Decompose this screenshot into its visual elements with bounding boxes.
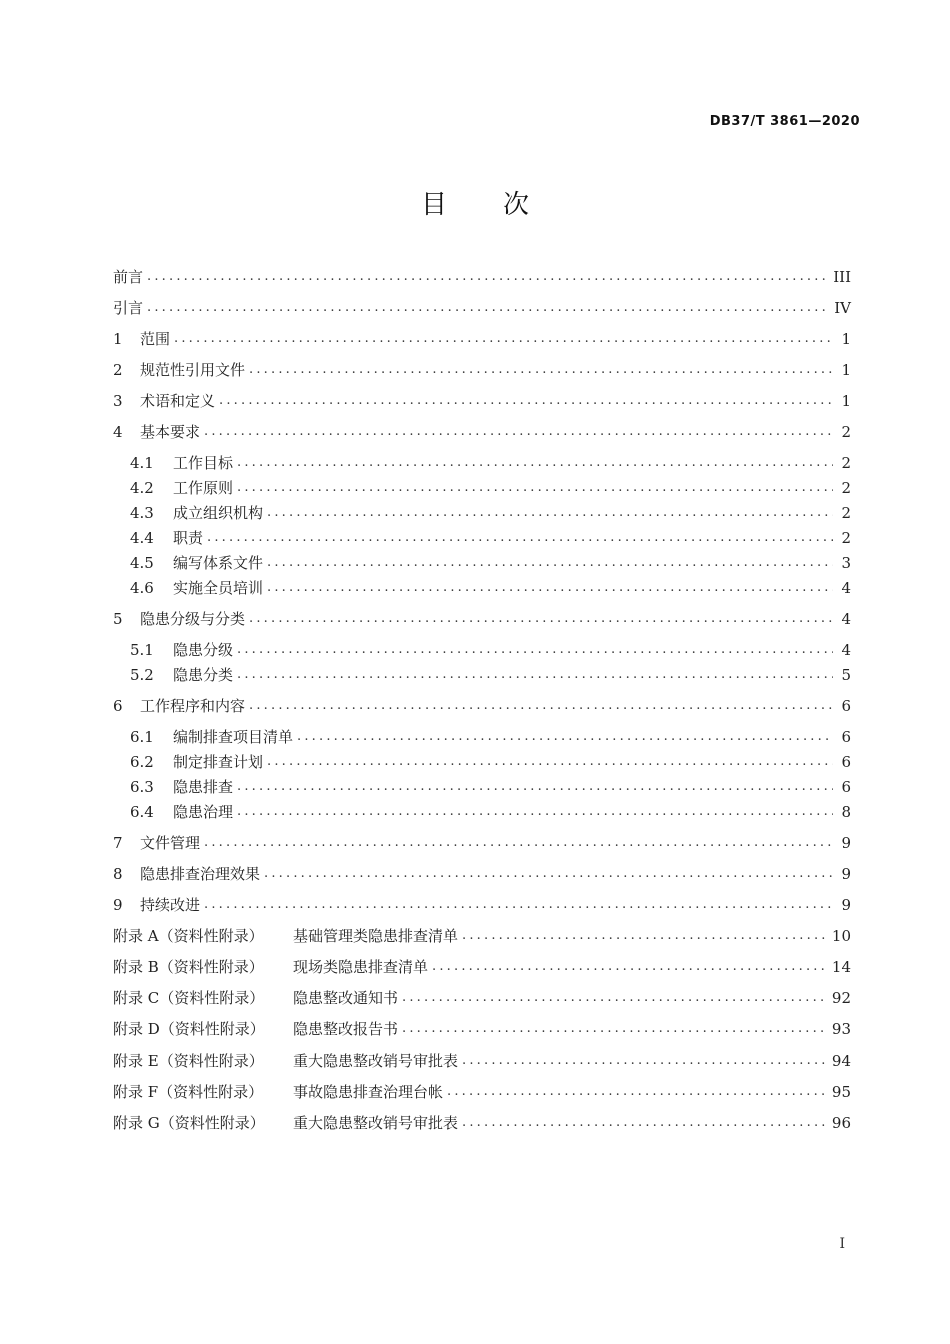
toc-entry-title: 隐患分级 <box>173 641 234 659</box>
toc-entry-6-4[interactable] <box>130 801 851 823</box>
toc-entry-number: 附录 E（资料性附录） <box>113 1052 264 1070</box>
dot-leader <box>432 956 828 978</box>
toc-entry-title: 事故隐患排查治理台帐 <box>293 1083 444 1101</box>
toc-entry-7[interactable] <box>113 832 851 854</box>
toc-entry-4-5[interactable] <box>130 552 851 574</box>
toc-entry-5-2[interactable] <box>130 664 851 686</box>
toc-entry-title: 基础管理类隐患排查清单 <box>293 927 459 945</box>
toc-entry-4-1[interactable] <box>130 452 851 474</box>
dot-leader <box>237 477 833 499</box>
toc-entry-number: 4 <box>113 423 123 441</box>
toc-entry-appendix-f[interactable] <box>113 1081 851 1103</box>
dot-leader <box>402 987 828 1009</box>
toc-entry-page: 4 <box>841 641 851 659</box>
dot-leader <box>297 726 833 748</box>
dot-leader <box>147 266 829 288</box>
toc-entry-title: 隐患整改报告书 <box>293 1020 399 1038</box>
toc-entry-3[interactable] <box>113 390 851 412</box>
dot-leader <box>237 801 833 823</box>
toc-entry-title: 隐患排查治理效果 <box>140 865 261 883</box>
dot-leader <box>249 608 833 630</box>
toc-entry-appendix-b[interactable] <box>113 956 851 978</box>
toc-entry-page: 5 <box>841 666 851 684</box>
toc-entry-4[interactable] <box>113 421 851 443</box>
toc-entry-number: 附录 A（资料性附录） <box>113 927 264 945</box>
toc-entry-title: 范围 <box>140 330 171 348</box>
toc-entry-title: 实施全员培训 <box>173 579 264 597</box>
dot-leader <box>219 390 833 412</box>
toc-entry-title: 前言 <box>113 268 144 286</box>
page-title: 目次 <box>420 190 585 220</box>
toc-entry-1[interactable] <box>113 328 851 350</box>
toc-entry-title: 工作原则 <box>173 479 234 497</box>
toc-entry-title: 制定排查计划 <box>173 753 264 771</box>
toc-entry-number: 6.3 <box>130 778 154 796</box>
toc-entry-title: 术语和定义 <box>140 392 216 410</box>
toc-entry-title: 成立组织机构 <box>173 504 264 522</box>
toc-entry-foreword[interactable] <box>113 266 851 288</box>
toc-entry-title: 持续改进 <box>140 896 201 914</box>
dot-leader <box>267 552 833 574</box>
dot-leader <box>402 1018 828 1040</box>
dot-leader <box>237 452 833 474</box>
toc-entry-6-2[interactable] <box>130 751 851 773</box>
dot-leader <box>237 776 833 798</box>
dot-leader <box>267 751 833 773</box>
toc-entry-page: 95 <box>831 1083 851 1101</box>
toc-entry-title: 规范性引用文件 <box>140 361 246 379</box>
dot-leader <box>267 577 833 599</box>
toc-entry-5[interactable] <box>113 608 851 630</box>
toc-entry-number: 附录 F（资料性附录） <box>113 1083 264 1101</box>
toc-entry-page: 6 <box>841 753 851 771</box>
toc-entry-number: 3 <box>113 392 123 410</box>
toc-entry-title: 隐患分级与分类 <box>140 610 246 628</box>
toc-entry-4-6[interactable] <box>130 577 851 599</box>
dot-leader <box>147 297 830 319</box>
toc-entry-4-4[interactable] <box>130 527 851 549</box>
toc-entry-number: 4.6 <box>130 579 154 597</box>
toc-entry-title: 隐患治理 <box>173 803 234 821</box>
toc-entry-number: 8 <box>113 865 123 883</box>
toc-entry-number: 4.2 <box>130 479 154 497</box>
toc-entry-title: 工作目标 <box>173 454 234 472</box>
toc-entry-page: 2 <box>841 423 851 441</box>
toc-entry-appendix-d[interactable] <box>113 1018 851 1040</box>
toc-entry-title: 引言 <box>113 299 144 317</box>
toc-entry-6-3[interactable] <box>130 776 851 798</box>
toc-entry-6-1[interactable] <box>130 726 851 748</box>
toc-entry-page: 9 <box>841 865 851 883</box>
toc-entry-5-1[interactable] <box>130 639 851 661</box>
toc-entry-page: 3 <box>841 554 851 572</box>
toc-entry-title: 重大隐患整改销号审批表 <box>293 1114 459 1132</box>
toc-entry-page: 1 <box>841 330 851 348</box>
toc-entry-title: 隐患排查 <box>173 778 234 796</box>
toc-entry-8[interactable] <box>113 863 851 885</box>
toc-entry-page: 9 <box>841 896 851 914</box>
toc-entry-number: 6.1 <box>130 728 154 746</box>
toc-entry-4-2[interactable] <box>130 477 851 499</box>
toc-entry-page: 2 <box>841 504 851 522</box>
dot-leader <box>447 1081 828 1103</box>
dot-leader <box>237 664 833 686</box>
toc-entry-page: 93 <box>831 1020 851 1038</box>
dot-leader <box>204 421 833 443</box>
standard-code: DB37/T 3861—2020 <box>709 114 860 129</box>
dot-leader <box>267 502 833 524</box>
toc-entry-page: 4 <box>841 579 851 597</box>
dot-leader <box>249 695 833 717</box>
toc-entry-number: 7 <box>113 834 123 852</box>
toc-entry-number: 4.1 <box>130 454 154 472</box>
toc-entry-number: 9 <box>113 896 123 914</box>
toc-entry-number: 5.1 <box>130 641 154 659</box>
toc-entry-page: 9 <box>841 834 851 852</box>
dot-leader <box>204 832 833 854</box>
toc-entry-page: 92 <box>831 989 851 1007</box>
toc-entry-page: 1 <box>841 361 851 379</box>
dot-leader <box>264 863 833 885</box>
toc-entry-introduction[interactable] <box>113 297 851 319</box>
toc-entry-number: 4.3 <box>130 504 154 522</box>
dot-leader <box>207 527 833 549</box>
toc-entry-page: 6 <box>841 728 851 746</box>
toc-entry-number: 1 <box>113 330 123 348</box>
toc-entry-4-3[interactable] <box>130 502 851 524</box>
toc-entry-title: 文件管理 <box>140 834 201 852</box>
toc-entry-number: 附录 D（资料性附录） <box>113 1020 265 1038</box>
toc-entry-number: 4.5 <box>130 554 154 572</box>
toc-entry-page: 2 <box>841 479 851 497</box>
toc-entry-number: 6.4 <box>130 803 154 821</box>
toc-entry-number: 4.4 <box>130 529 154 547</box>
toc-entry-title: 隐患分类 <box>173 666 234 684</box>
toc-entry-appendix-e[interactable] <box>113 1050 851 1072</box>
toc-entry-page: IV <box>834 299 851 317</box>
toc-entry-page: 4 <box>841 610 851 628</box>
dot-leader <box>204 894 833 916</box>
toc-entry-number: 6.2 <box>130 753 154 771</box>
toc-entry-number: 附录 G（资料性附录） <box>113 1114 265 1132</box>
toc-entry-title: 现场类隐患排查清单 <box>293 958 429 976</box>
toc-entry-title: 编制排查项目清单 <box>173 728 294 746</box>
toc-entry-page: 6 <box>841 697 851 715</box>
toc-entry-number: 5 <box>113 610 123 628</box>
toc-entry-page: 10 <box>831 927 851 945</box>
toc-entry-page: 8 <box>841 803 851 821</box>
toc-entry-appendix-g[interactable] <box>113 1112 851 1134</box>
toc-entry-page: 94 <box>831 1052 851 1070</box>
footer-page-number: I <box>839 1236 845 1252</box>
dot-leader <box>249 359 833 381</box>
toc-entry-9[interactable] <box>113 894 851 916</box>
toc-entry-number: 5.2 <box>130 666 154 684</box>
toc-entry-2[interactable] <box>113 359 851 381</box>
toc-entry-number: 2 <box>113 361 123 379</box>
toc-entry-page: 1 <box>841 392 851 410</box>
dot-leader <box>174 328 833 350</box>
dot-leader <box>462 1112 828 1134</box>
toc-entry-page: 96 <box>831 1114 851 1132</box>
toc-entry-number: 附录 C（资料性附录） <box>113 989 265 1007</box>
toc-entry-page: 2 <box>841 529 851 547</box>
toc-entry-title: 重大隐患整改销号审批表 <box>293 1052 459 1070</box>
toc-entry-title: 基本要求 <box>140 423 201 441</box>
toc-entry-appendix-a[interactable] <box>113 925 851 947</box>
toc-entry-title: 隐患整改通知书 <box>293 989 399 1007</box>
toc-entry-page: III <box>833 268 851 286</box>
toc-entry-title: 工作程序和内容 <box>140 697 246 715</box>
dot-leader <box>462 925 828 947</box>
dot-leader <box>462 1050 828 1072</box>
toc-entry-appendix-c[interactable] <box>113 987 851 1009</box>
toc-entry-page: 14 <box>831 958 851 976</box>
dot-leader <box>237 639 833 661</box>
toc-entry-6[interactable] <box>113 695 851 717</box>
toc-entry-title: 职责 <box>173 529 204 547</box>
toc-entry-number: 附录 B（资料性附录） <box>113 958 264 976</box>
toc-entry-page: 2 <box>841 454 851 472</box>
toc-entry-page: 6 <box>841 778 851 796</box>
toc-entry-number: 6 <box>113 697 123 715</box>
toc-entry-title: 编写体系文件 <box>173 554 264 572</box>
